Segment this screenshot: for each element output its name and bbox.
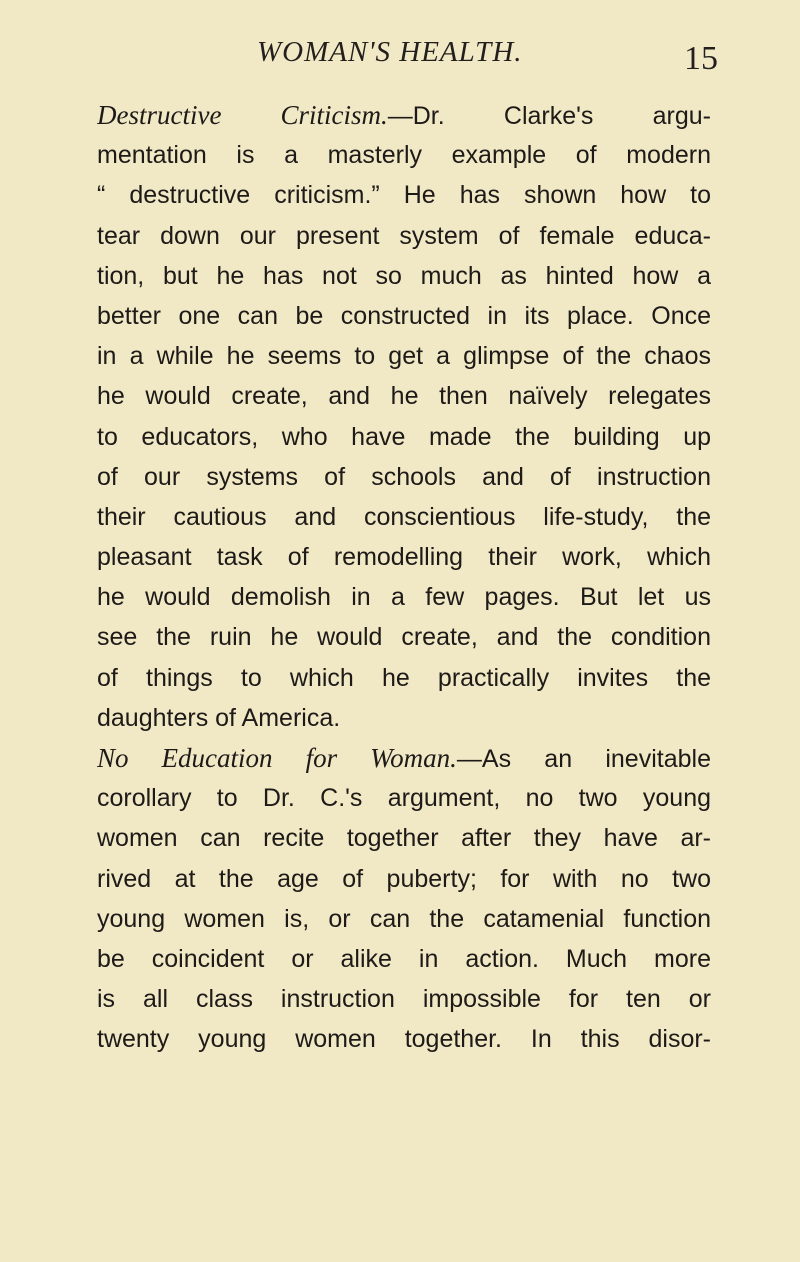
page-number: 15 [684, 40, 718, 77]
paragraph-2-line: corollary to Dr. C.'s argument, no two young [97, 784, 711, 813]
paragraph-1-line: better one can be constructed in its place. Once [97, 301, 711, 330]
paragraph-2-line: be coincident or alike in action. Much more [97, 944, 711, 973]
paragraph-1-line: he would create, and he then naïvely relegates [97, 382, 711, 411]
paragraph-1-line: pleasant task of remodelling their work, which [97, 543, 711, 572]
paragraph-1-line: of things to which he practically invites the [97, 663, 711, 692]
paragraph-1-line: in a while he seems to get a glimpse of the chaos [97, 342, 711, 371]
paragraph-1-line: daughters of America. [97, 703, 341, 732]
paragraph-2-lead: —As an inevitable [456, 745, 711, 773]
paragraph-1-line: mentation is a masterly example of modern [97, 141, 711, 170]
paragraph-1-line: tion, but he has not so much as hinted how a [97, 261, 711, 290]
paragraph-2-line: young women is, or can the catamenial function [97, 904, 711, 933]
paragraph-2-line: women can recite together after they have ar- [97, 824, 711, 853]
paragraph-2-line-1 [97, 738, 711, 778]
paragraph-1-line-1 [97, 95, 711, 135]
paragraph-1-line: of our systems of schools and of instruction [97, 462, 711, 491]
paragraph-1-lead: —Dr. Clarke's argu- [387, 102, 711, 130]
paragraph-2-line: twenty young women together. In this disor- [97, 1025, 711, 1054]
paragraph-1-line: tear down our present system of female educa- [97, 221, 711, 250]
paragraph-1-line: he would demolish in a few pages. But let us [97, 583, 711, 612]
body-text [97, 95, 711, 1060]
section-heading-no-education-for-woman: No Education for Woman. [97, 743, 457, 773]
paragraph-1-line: their cautious and conscientious life-study, the [97, 502, 711, 531]
paragraph-2-line: is all class instruction impossible for ten or [97, 985, 711, 1014]
paragraph-1-line: see the ruin he would create, and the condition [97, 623, 711, 652]
section-heading-destructive-criticism: Destructive Criticism. [97, 100, 388, 130]
paragraph-1-line: to educators, who have made the building up [97, 422, 711, 451]
paragraph-1-line: “ destructive criticism.” He has shown how to [97, 181, 711, 210]
paragraph-2-line: rived at the age of puberty; for with no two [97, 864, 711, 893]
running-title: WOMAN'S HEALTH. [257, 36, 523, 68]
